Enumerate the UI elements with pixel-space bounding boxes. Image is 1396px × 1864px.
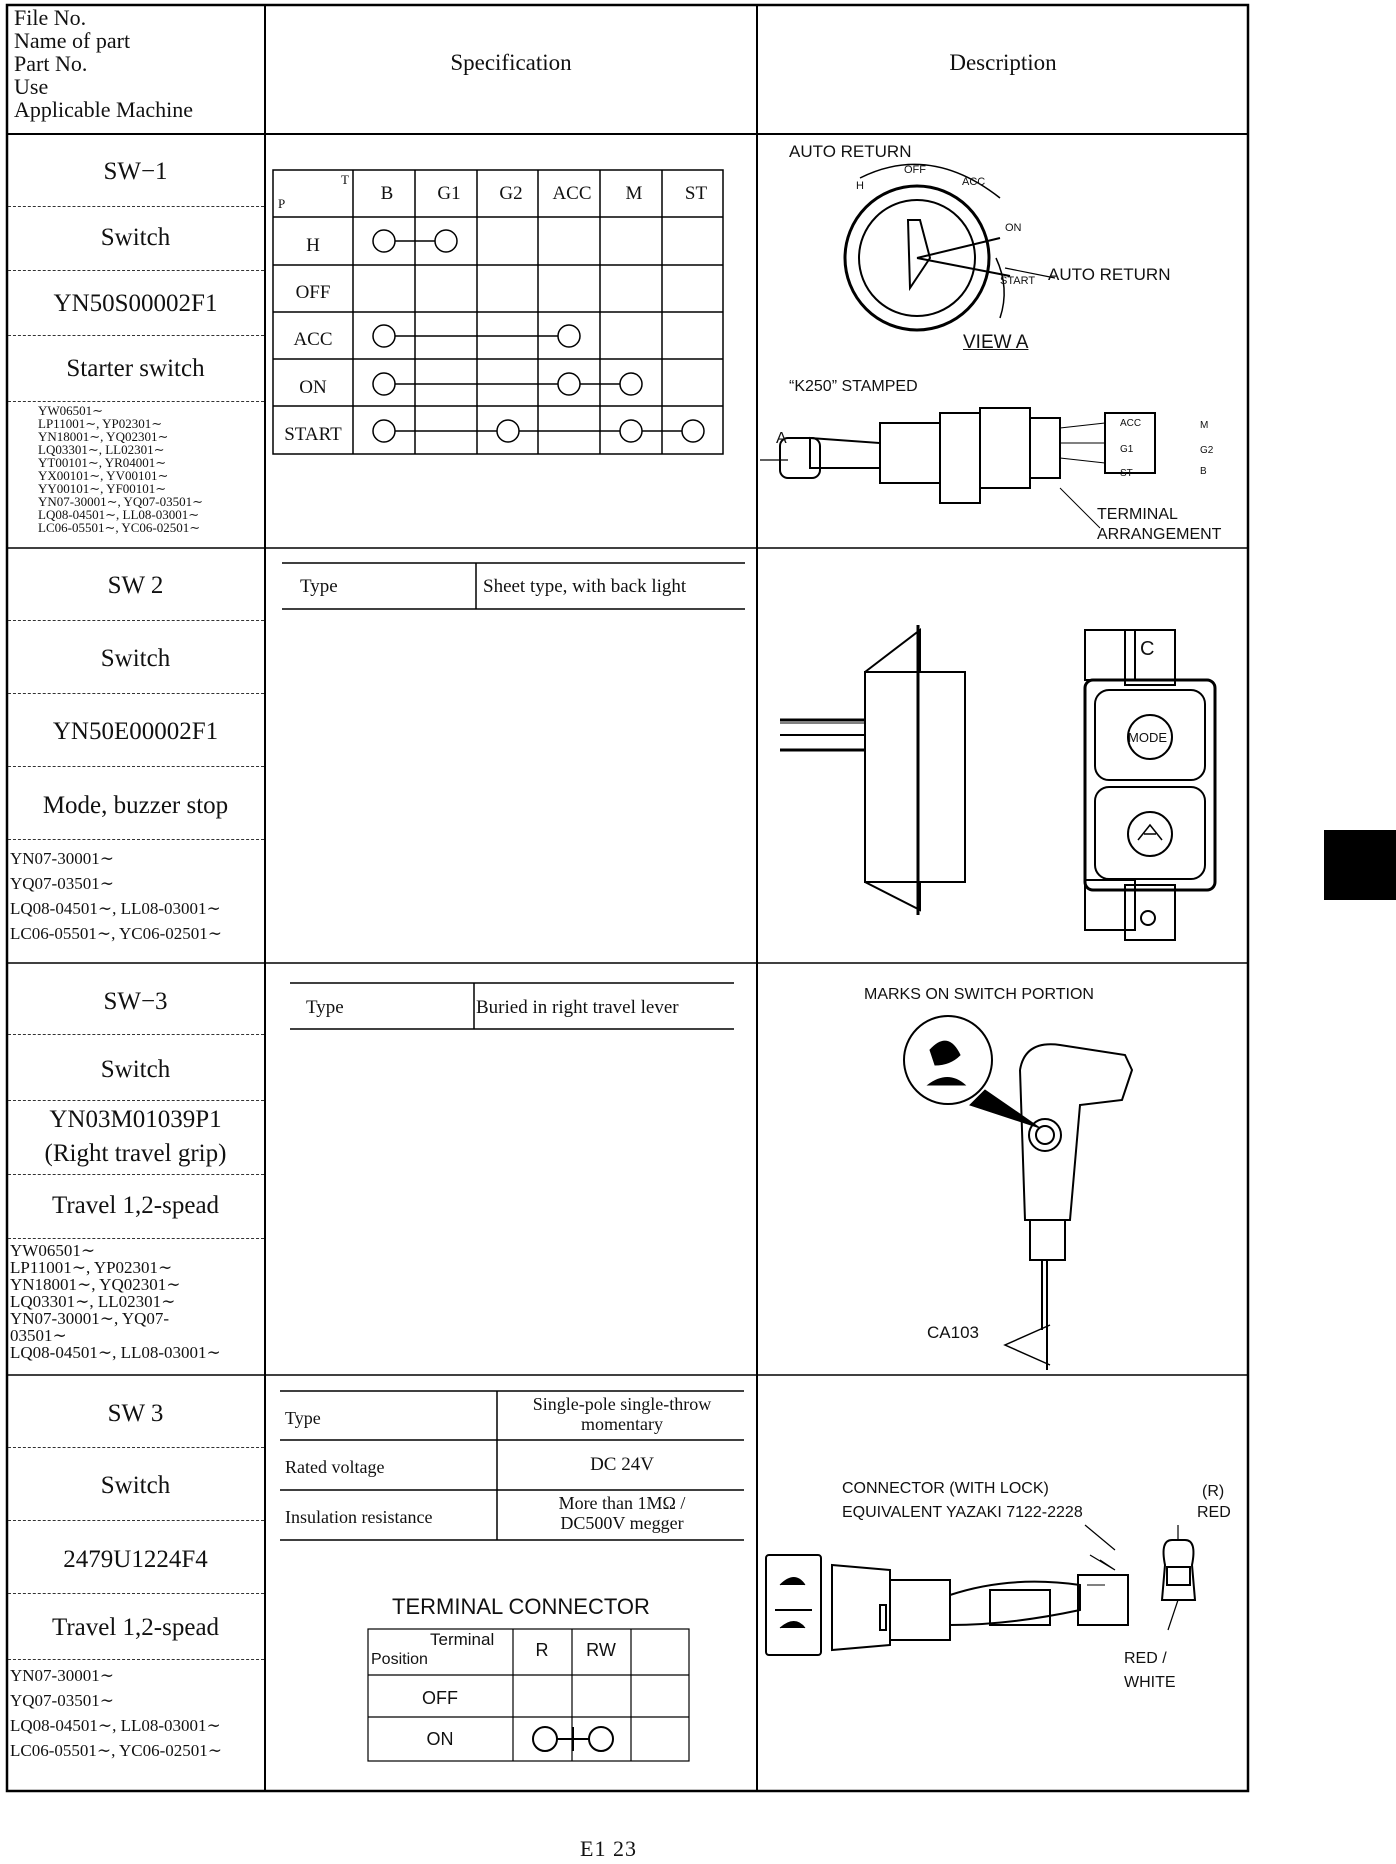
machine-item: LQ08-04501∼, LL08-03001∼ [10, 899, 221, 918]
machine-item: YN07-30001∼ [10, 1666, 114, 1685]
sw3b-use: Travel 1,2-spead [51, 1614, 220, 1641]
spec-line: momentary [581, 1414, 663, 1434]
machine-item: YY00101∼, YF00101∼ [38, 481, 167, 496]
machine-item: 03501∼ [10, 1326, 67, 1345]
sw1-arrangement: ARRANGEMENT [1097, 526, 1222, 543]
machine-item: LQ08-04501∼, LL08-03001∼ [10, 1716, 221, 1735]
divider [8, 1659, 264, 1660]
sw1-col-b: B [380, 183, 394, 204]
sw3b-spec-value-insulation [497, 1493, 747, 1533]
sw1-pos-h: H [856, 180, 864, 192]
section-tab-marker [1324, 830, 1396, 900]
sw1-pos-off: OFF [904, 164, 926, 176]
sw3b-connector-line2: EQUIVALENT YAZAKI 7122-2228 [842, 1504, 1083, 1521]
machine-item: YQ07-03501∼ [10, 874, 114, 893]
header-file-no: File No. [14, 5, 87, 30]
divider [8, 766, 264, 767]
sw1-machines [38, 404, 290, 534]
divider [8, 1100, 264, 1101]
sw1-row-off: OFF [295, 282, 331, 303]
sw2-use: Mode, buzzer stop [42, 792, 229, 819]
divider [8, 1174, 264, 1175]
sw1-term-acc: ACC [1120, 418, 1142, 429]
sw1-terminal: TERMINAL [1097, 506, 1178, 523]
machine-item: YN07-30001∼ [10, 849, 114, 868]
machine-item: LC06-05501∼, YC06-02501∼ [38, 520, 201, 535]
header-specification: Specification [450, 50, 572, 75]
divider [8, 1238, 264, 1239]
header-description: Description [949, 50, 1057, 75]
divider [8, 693, 264, 694]
divider [8, 1447, 264, 1448]
machine-item: LQ08-04501∼, LL08-03001∼ [10, 1343, 221, 1362]
sw1-row-h: H [306, 235, 320, 256]
sw3a-part-note: (Right travel grip) [44, 1140, 227, 1167]
divider [8, 206, 264, 207]
divider [8, 839, 264, 840]
header-left [14, 6, 264, 121]
sw3b-spec-key-voltage: Rated voltage [285, 1457, 385, 1477]
machine-item: LC06-05501∼, YC06-02501∼ [10, 924, 223, 943]
sw2-label-c: C [1140, 638, 1155, 660]
sw1-term-g1: G1 [1120, 444, 1134, 455]
sw1-term-b: B [1200, 466, 1207, 477]
sw3a-part-no: YN03M01039P1 [49, 1106, 222, 1133]
sw1-use: Starter switch [66, 355, 205, 382]
sw3b-name: Switch [100, 1472, 171, 1499]
sw3b-term-col-rw: RW [586, 1640, 616, 1660]
sw3b-part-no: 2479U1224F4 [63, 1546, 208, 1573]
sw1-pos-start: START [1000, 275, 1036, 287]
sw3b-term-row-on: ON [426, 1729, 454, 1749]
sw1-auto-return-right: AUTO RETURN [1048, 265, 1171, 284]
mode-switch-panel [1080, 625, 1220, 945]
sw1-auto-return-top: AUTO RETURN [789, 142, 912, 161]
sw3b-label-r: (R) [1202, 1483, 1225, 1500]
machine-item: YN18001∼, YQ02301∼ [38, 429, 169, 444]
sw1-row-on: ON [299, 377, 327, 398]
sw3a-spec-value: Buried in right travel lever [476, 997, 679, 1018]
sw1-col-st: ST [684, 183, 708, 204]
sw1-pos-acc: ACC [962, 176, 986, 188]
sw2-file-no: SW 2 [107, 572, 164, 599]
sw3b-file-no: SW 3 [107, 1400, 164, 1427]
machine-item: YT00101∼, YR04001∼ [38, 455, 167, 470]
travel-grip-drawing [900, 1010, 1140, 1370]
sw1-term-g2: G2 [1200, 445, 1214, 456]
sw3b-term-corner-position: Position [371, 1651, 428, 1668]
divider [8, 270, 264, 271]
machine-item: YQ07-03501∼ [10, 1691, 114, 1710]
sw3a-file-no: SW−3 [103, 988, 168, 1015]
machine-item: YW06501∼ [38, 403, 104, 418]
spec-line: More than 1MΩ / [558, 1493, 686, 1513]
sw3b-machines [10, 1663, 262, 1763]
sw2-machines [10, 846, 262, 946]
header-use: Use [14, 74, 49, 99]
spec-line: DC500V megger [560, 1513, 684, 1533]
sw3b-term-row-off: OFF [422, 1688, 458, 1708]
divider [8, 335, 264, 336]
machine-item: YN07-30001∼, YQ07- [10, 1309, 170, 1328]
sw1-arrow-a: A [776, 430, 787, 447]
sw1-col-g2: G2 [499, 183, 523, 204]
sw1-stamped: “K250” STAMPED [789, 378, 918, 395]
page-number: E1 23 [580, 1836, 637, 1861]
machine-item: YW06501∼ [10, 1241, 96, 1260]
sw3b-term-col-r: R [535, 1640, 549, 1660]
sw3b-spec-value-voltage: DC 24V [590, 1454, 654, 1475]
header-name-of-part: Name of part [14, 28, 131, 53]
sw3a-machines [10, 1242, 262, 1361]
sw1-col-acc: ACC [552, 183, 592, 204]
divider [8, 620, 264, 621]
sw1-file-no: SW−1 [103, 158, 168, 185]
sw2-name: Switch [100, 645, 171, 672]
sw3b-connector-line1: CONNECTOR (WITH LOCK) [842, 1480, 1049, 1497]
machine-item: LP11001∼, YP02301∼ [38, 416, 163, 431]
sw1-col-g1: G1 [437, 183, 461, 204]
sw1-row-acc: ACC [293, 329, 333, 350]
sw3a-name: Switch [100, 1056, 171, 1083]
sw3a-spec-key: Type [306, 997, 344, 1018]
divider [8, 1520, 264, 1521]
divider [8, 401, 264, 402]
sw2-spec-key: Type [300, 576, 338, 597]
sw1-part-no: YN50S00002F1 [53, 290, 218, 317]
spec-line: Single-pole single-throw [532, 1394, 712, 1414]
sw2-part-no: YN50E00002F1 [52, 718, 219, 745]
sw1-corner-diagonal [273, 170, 353, 218]
sw3b-spec-key-insulation: Insulation resistance [285, 1507, 433, 1527]
sw2-label-mode: MODE [1128, 730, 1167, 745]
sw3b-terminal-title: TERMINAL CONNECTOR [392, 1594, 650, 1619]
machine-item: YN18001∼, YQ02301∼ [10, 1275, 181, 1294]
sw3b-label-red-white-2: WHITE [1124, 1674, 1176, 1691]
sw3a-marks: MARKS ON SWITCH PORTION [864, 986, 1094, 1003]
machine-item: YX00101∼, YV00101∼ [38, 468, 169, 483]
sw1-view-a: VIEW A [963, 332, 1029, 353]
sw3b-spec-value-type [497, 1394, 747, 1434]
sw2-spec-value: Sheet type, with back light [483, 576, 687, 597]
sw1-term-m: M [1200, 420, 1209, 431]
divider [8, 1034, 264, 1035]
machine-item: LQ08-04501∼, LL08-03001∼ [38, 507, 200, 522]
machine-item: LQ03301∼, LL02301∼ [10, 1292, 176, 1311]
header-part-no: Part No. [14, 51, 88, 76]
sw1-corner-p: P [278, 196, 286, 211]
sw3b-label-red-white-1: RED / [1124, 1650, 1167, 1667]
machine-item: LP11001∼, YP02301∼ [10, 1258, 173, 1277]
machine-item: LC06-05501∼, YC06-02501∼ [10, 1741, 223, 1760]
sw1-col-m: M [625, 183, 643, 204]
sw3b-spec-key-type: Type [285, 1408, 321, 1428]
sw1-name: Switch [100, 224, 171, 251]
header-applicable-machine: Applicable Machine [14, 97, 193, 122]
machine-item: LQ03301∼, LL02301∼ [38, 442, 165, 457]
sw3b-label-red: RED [1197, 1504, 1231, 1521]
sw1-corner-t: T [341, 172, 349, 187]
sw1-pos-on: ON [1005, 222, 1022, 234]
sw3a-use: Travel 1,2-spead [51, 1192, 220, 1219]
divider [8, 1593, 264, 1594]
sw3b-term-corner-terminal: Terminal [430, 1630, 495, 1649]
machine-item: YN07-30001∼, YQ07-03501∼ [38, 494, 204, 509]
sw3a-ca103: CA103 [927, 1323, 979, 1342]
sw1-term-st: ST [1120, 468, 1133, 479]
sw1-row-start: START [284, 424, 342, 445]
